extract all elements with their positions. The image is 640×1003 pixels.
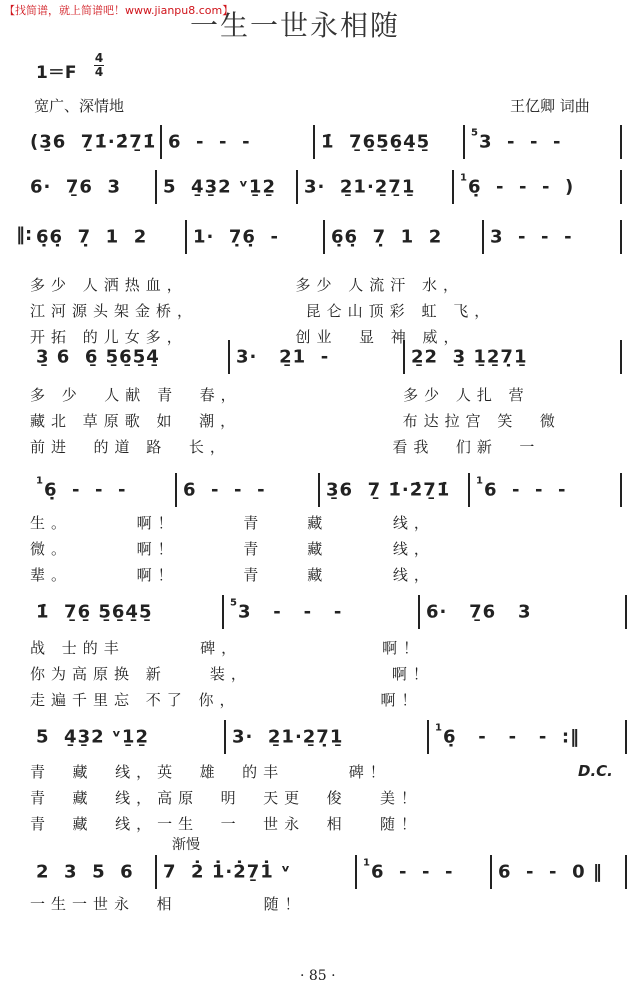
measure	[426, 602, 532, 623]
measure-notes: 6̣ - - - )	[467, 176, 575, 198]
lyric-line: 你为高原换 新 装， 啊！	[30, 665, 434, 683]
barline	[323, 220, 325, 254]
barline	[452, 170, 454, 204]
measure-notes: 6̣6̣ 7̣ 1 2	[331, 226, 443, 248]
lyric-line: 微。 啊！ 青 藏 线，	[30, 540, 435, 558]
barline	[620, 170, 622, 204]
barline	[463, 125, 465, 159]
lyric-line: 走遍千里忘 不了 你， 啊！	[30, 691, 423, 709]
measure	[326, 480, 450, 501]
measure	[471, 127, 562, 153]
measure-notes: 3· 2̱1 -	[236, 346, 330, 368]
measure-notes: 1· 7̣6̣ -	[193, 226, 279, 248]
lyric-line: 生。 啊！ 青 藏 线，	[30, 514, 435, 532]
page-number: · 85 ·	[300, 968, 336, 984]
time-sig-bottom: 4	[94, 65, 104, 79]
barline	[318, 473, 320, 507]
barline	[620, 473, 622, 507]
measure-notes: (3̱6 7̱1̇·2̇7̱1̇	[30, 131, 157, 153]
barline	[222, 595, 224, 629]
barline	[185, 220, 187, 254]
measure-notes: 6 - - -	[183, 479, 266, 501]
song-title: 一生一世永相随	[190, 9, 401, 42]
barline	[468, 473, 470, 507]
measure	[230, 597, 343, 623]
barline	[625, 720, 627, 754]
measure-notes: 6̣6̣ 7̣ 1 2	[36, 226, 148, 248]
lyric-line: 多 少 人献 青 春， 多少 人扎 营	[30, 386, 530, 404]
lyric-line: 辈。 啊！ 青 藏 线，	[30, 566, 435, 584]
measure	[363, 857, 454, 883]
measure-notes: 3 - - -	[478, 131, 562, 153]
barline	[155, 170, 157, 204]
grace-note: 1	[36, 475, 44, 487]
measure	[163, 177, 276, 198]
repeat-start-sign: ‖:	[16, 224, 33, 245]
grace-note: 1	[435, 722, 443, 734]
barline	[313, 125, 315, 159]
barline	[160, 125, 162, 159]
lyric-line: 前进 的道 路 长， 看我 们新 一	[30, 438, 541, 456]
barline	[620, 220, 622, 254]
site-watermark: 【找简谱，就上简谱吧！www.jianpu8.com】	[4, 4, 234, 17]
measure	[435, 722, 581, 748]
barline	[224, 720, 226, 754]
measure	[232, 727, 343, 748]
ritardando-marking: 渐慢	[172, 837, 200, 853]
grace-note: 1	[476, 475, 484, 487]
measure	[331, 227, 442, 248]
measure-notes: 3· 2̱1·2̱7̣1̱	[232, 726, 344, 748]
measure	[411, 347, 527, 368]
lyric-line: 一生一世永 相 随！	[30, 895, 306, 913]
measure-notes: 6 - - -	[370, 861, 454, 883]
measure-notes: 3 - - -	[237, 601, 343, 623]
barline	[418, 595, 420, 629]
measure-notes: 5 4̱3̱2 ᵛ1̱2̱	[36, 726, 149, 748]
measure	[490, 227, 573, 248]
grace-note: 5	[471, 127, 479, 139]
measure	[163, 862, 291, 883]
barline	[355, 855, 357, 889]
measure	[321, 132, 430, 153]
lyric-line: 多少 人洒热血， 多少 人流汗 水，	[30, 276, 464, 294]
measure-notes: 6̣ - - -	[43, 479, 127, 501]
measure	[193, 227, 279, 248]
measure-notes: 6 - - 0 ‖	[498, 861, 603, 883]
da-capo-marking: D.C.	[578, 762, 613, 780]
measure-notes: 1̇ 7̱6̱5̱6̱4̱5̱	[321, 131, 431, 153]
barline	[625, 855, 627, 889]
measure-notes: 5 4̱3̱2 ᵛ1̱2̱	[163, 176, 276, 198]
measure	[36, 475, 127, 501]
measure-notes: 6 - - -	[483, 479, 567, 501]
author-credit: 王亿卿 词曲	[510, 97, 590, 115]
barline	[620, 340, 622, 374]
barline	[155, 855, 157, 889]
lyric-line: 战 士的丰 碑， 啊！	[30, 639, 425, 657]
measure-notes: 6 - - -	[168, 131, 251, 153]
measure	[36, 227, 147, 248]
measure-notes: 3̱ 6 6̱ 5̱6̱5̱4̱	[36, 346, 160, 368]
barline	[482, 220, 484, 254]
lyric-line: 开拓 的儿女多， 创业 显 神 威，	[30, 328, 465, 346]
measure	[168, 132, 251, 153]
lyric-line: 青 藏 线，一生 一 世永 相 随！	[30, 815, 422, 833]
measure-notes: 3̱6 7̱ 1̇·2̇7̱1̇	[326, 479, 451, 501]
barline	[175, 473, 177, 507]
measure	[30, 177, 121, 198]
key-signature: 1＝F	[36, 63, 77, 83]
measure-notes: 7 2̇ 1̇·2̇7̱1̇ ᵛ	[163, 861, 292, 883]
measure	[460, 172, 575, 198]
grace-note: 1	[363, 857, 371, 869]
tempo-marking: 宽广、深情地	[34, 97, 125, 115]
measure-notes: 1̇ 7̱6̱ 5̱6̱4̱5̱	[36, 601, 153, 623]
time-signature	[94, 52, 104, 79]
lyric-line: 藏北 草原歌 如 潮， 布达拉宫 笑 微	[30, 412, 561, 430]
barline	[427, 720, 429, 754]
grace-note: 5	[230, 597, 238, 609]
lyric-line: 江河源头架金桥， 昆仑山顶彩 虹 飞，	[30, 302, 496, 320]
measure	[236, 347, 329, 368]
measure-notes: 6̣ - - - :‖	[442, 726, 581, 748]
measure	[498, 862, 603, 883]
measure	[30, 132, 156, 153]
measure-notes: 2 3 5 6	[36, 861, 134, 883]
measure	[36, 862, 134, 883]
measure	[36, 347, 160, 368]
lyric-line: 青 藏 线，高原 明 天更 俊 美！	[30, 789, 422, 807]
measure-notes: 3 - - -	[490, 226, 573, 248]
grace-note: 1	[460, 172, 468, 184]
barline	[620, 125, 622, 159]
barline	[296, 170, 298, 204]
measure	[36, 602, 152, 623]
measure-notes: 6· 7̱6 3	[30, 176, 122, 198]
barline	[490, 855, 492, 889]
measure	[36, 727, 149, 748]
measure-notes: 3· 2̱1·2̱7̱1̱	[304, 176, 416, 198]
measure	[304, 177, 415, 198]
measure	[476, 475, 567, 501]
lyric-line: 青 藏 线，英 雄 的丰 碑！	[30, 763, 391, 781]
barline	[625, 595, 627, 629]
measure	[183, 480, 266, 501]
time-sig-top: 4	[94, 51, 104, 65]
measure-notes: 6· 7̱6 3	[426, 601, 532, 623]
measure-notes: 2̱2 3̱ 1̱2̱7̣1̱	[411, 346, 528, 368]
